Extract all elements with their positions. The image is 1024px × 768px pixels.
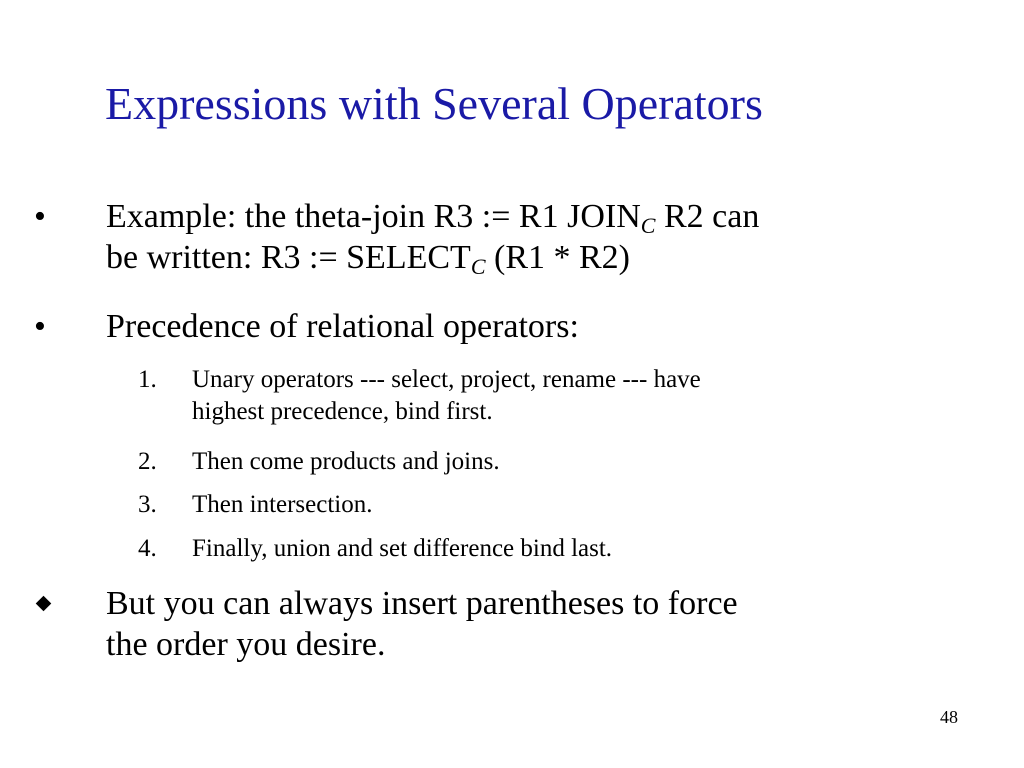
bullet-text xyxy=(106,196,996,278)
item-text xyxy=(192,364,972,428)
page-number: 48 xyxy=(940,707,958,727)
bullet-segment: Example: the theta-join R3 := R1 JOIN xyxy=(106,198,641,235)
subscript-c: C xyxy=(640,213,656,238)
item-number: 1. xyxy=(138,366,157,393)
bullet-marker: • xyxy=(34,308,46,345)
bullet-marker: • xyxy=(34,198,46,235)
bullet-line xyxy=(106,237,996,278)
item-text: Then come products and joins. xyxy=(192,448,500,475)
item-number: 2. xyxy=(138,448,157,475)
item-line: highest precedence, bind first. xyxy=(192,398,493,425)
bullet-segment: be written: R3 := SELECT xyxy=(106,239,471,276)
bullet-text xyxy=(106,583,996,665)
item-number: 3. xyxy=(138,491,157,518)
diamond-bullet-icon xyxy=(36,596,52,612)
bullet-segment: (R1 * R2) xyxy=(485,239,630,276)
item-number: 4. xyxy=(138,535,157,562)
item-text: Finally, union and set difference bind last. xyxy=(192,535,613,562)
item-line: Unary operators --- select, project, rename --- have xyxy=(192,366,701,393)
bullet-line xyxy=(106,196,996,237)
bullet-line: the order you desire. xyxy=(106,626,386,663)
bullet-segment: R2 can xyxy=(655,198,760,235)
bullet-line: But you can always insert parentheses to force xyxy=(106,585,738,622)
item-text: Then intersection. xyxy=(192,491,373,518)
slide-title: Expressions with Several Operators xyxy=(105,78,763,129)
bullet-text: Precedence of relational operators: xyxy=(106,308,579,345)
subscript-c: C xyxy=(470,254,486,279)
